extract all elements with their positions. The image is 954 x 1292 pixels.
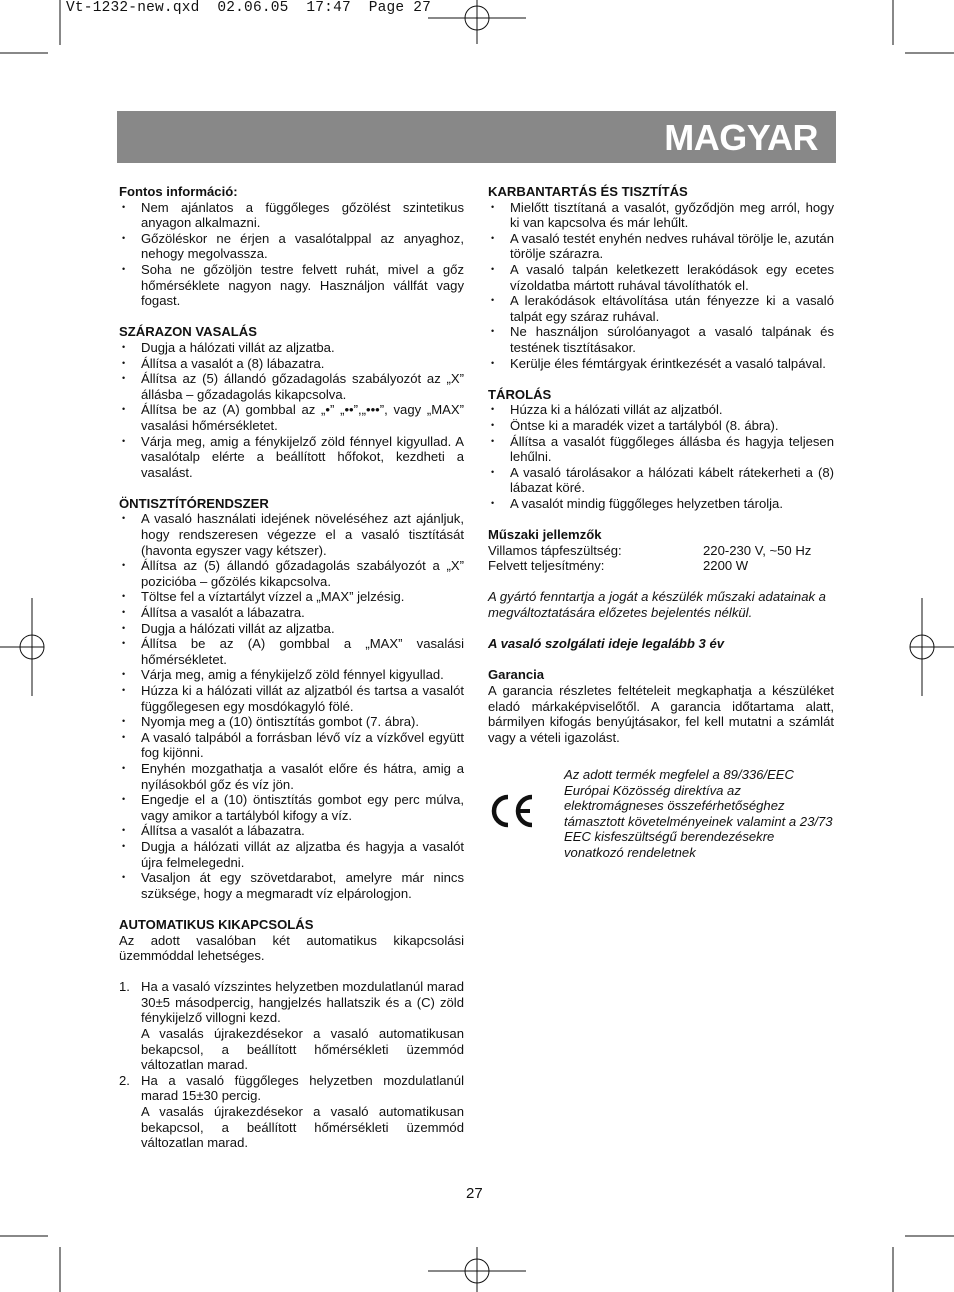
automatikus-item-1-note: A vasalás újrakezdésekor a vasaló automatikusan bekapcsol, a beállított hőmérsékleti üzemmód változatlan marad. — [141, 1026, 464, 1073]
right-column — [488, 184, 834, 861]
item-text: Ha a vasaló vízszintes helyzetben mozdulatlanúl marad 30±5 másodpercig, hangjelzés hallatszik és a (C) zöld fénykijelző villogni kezd. — [141, 979, 464, 1026]
registration-mark-left — [0, 598, 44, 696]
list-item: • Gőzöléskor ne érjen a vasalótalppal az anyaghoz, nehogy megolvassza. — [119, 231, 464, 262]
list-item: • Töltse fel a víztartályt vízzel a „MAX” jelzésig. — [119, 589, 464, 605]
language-banner — [117, 111, 836, 163]
automatikus-item-2-note: A vasalás újrakezdésekor a vasaló automatikusan bekapcsol, a beállított hőmérsékleti üzemmód változatlan marad. — [141, 1104, 464, 1151]
garancia-text: A garancia részletes feltételeit megkaphatja a készüléket eladó márkaképviselőtől. A garancia időtartama alatt, bármilyen kifogás benyújtásakor, fel kell mutatni a számlát vagy a vételi igazolást. — [488, 683, 834, 745]
list-item: • A vasaló talpából a forrásban lévő víz a vízkővel együtt fog kijönni. — [119, 730, 464, 761]
fontos-heading: Fontos információ: — [119, 184, 238, 199]
ce-declaration — [488, 767, 834, 861]
ontisztito-heading: ÖNTISZTÍTÓRENDSZER — [119, 495, 269, 511]
list-item: • Húzza ki a hálózati villát az aljzatból. — [488, 402, 834, 418]
tarolas-heading: TÁROLÁS — [488, 386, 552, 402]
slug-time: 17:47 — [306, 0, 351, 16]
list-item: • Nyomja meg a (10) öntisztítás gombot (7. ábra). — [119, 714, 464, 730]
spec-label: Felvett teljesítmény: — [488, 558, 605, 574]
list-item: • A lerakódások eltávolítása után fényezze ki a vasaló talpát egy száraz ruhával. — [488, 293, 834, 324]
slug-date: 02.06.05 — [217, 0, 289, 16]
karbantartas-list — [488, 200, 834, 372]
registration-mark-top — [428, 0, 526, 44]
item-number: 2. — [119, 1072, 130, 1088]
slug-page: Page 27 — [368, 0, 432, 16]
item-number: 1. — [119, 979, 130, 995]
list-item: • A vasaló használati idejének növeléséhez azt ajánljuk, hogy rendszeresen végezze el a vasaló tisztítását (havonta egyszer vagy kétszer). — [119, 511, 464, 558]
registration-mark-bottom — [428, 1247, 526, 1292]
list-item: • Engedje el a (10) öntisztítás gombot egy perc múlva, vagy amikor a tartályból kifogy a víz. — [119, 792, 464, 823]
language-title: MAGYAR — [664, 117, 818, 158]
spec-row — [488, 543, 834, 559]
list-item: • Dugja a hálózati villát az aljzatba. — [119, 621, 464, 637]
list-item: • Várja meg, amig a fénykijelző zöld fénnyel kigyullad. A vasalótalp elérte a beállított hőfokot, kezdheti a vasalást. — [119, 434, 464, 481]
szarazon-heading: SZÁRAZON VASALÁS — [119, 324, 257, 340]
spec-row — [488, 558, 834, 574]
list-item: • Állítsa a vasalót a (8) lábazatra. — [119, 356, 464, 372]
automatikus-intro: Az adott vasalóban két automatikus kikapcsolási üzemmóddal lehetséges. — [119, 932, 464, 964]
tarolas-list — [488, 402, 834, 511]
list-item: • Állítsa be az (A) gombbal a „MAX” vasalási hőmérsékletet. — [119, 636, 464, 667]
list-item: • Mielőtt tisztítaná a vasalót, győződjön meg arról, hogy ki van kapcsolva és már lehűlt. — [488, 200, 834, 231]
list-item: • Kerülje éles fémtárgyak érintkezését a vasaló talpával. — [488, 356, 834, 372]
list-item: • Várja meg, amig a fénykijelző zöld fénnyel kigyullad. — [119, 667, 464, 683]
list-item: • Dugja a hálózati villát az aljzatba. — [119, 340, 464, 356]
list-item: • A vasalót mindig függőleges helyzetben tárolja. — [488, 496, 834, 512]
page-number: 27 — [466, 1185, 483, 1202]
list-item: • Nem ajánlatos a függőleges gőzölést szintetikus anyagon alkalmazni. — [119, 200, 464, 231]
list-item: • Ne használjon súrolóanyagot a vasaló talpának és testének tisztításakor. — [488, 324, 834, 355]
ontisztito-list — [119, 511, 464, 901]
list-item: • Állítsa a vasalót a lábazatra. — [119, 605, 464, 621]
automatikus-item-1 — [119, 979, 464, 1026]
list-item: • A vasaló testét enyhén nedves ruhával törölje le, azután törölje szárazra. — [488, 231, 834, 262]
list-item: • Soha ne gőzöljön testre felvett ruhát, mivel a gőz hőmérséklete nagyon nagy. Használjon vállfát vagy fogast. — [119, 262, 464, 309]
list-item: • Enyhén mozgathatja a vasalót előre és hátra, amig a nyílásokból gőz és víz jön. — [119, 761, 464, 792]
list-item: • A vasaló talpán keletkezett lerakódások egy ecetes vízoldatba mártott ruhával távolíthatók el. — [488, 262, 834, 293]
list-item: • Vasaljon át egy szövetdarabot, amelyre már nincs szüksége, hogy a megmaradt víz elpárologjon. — [119, 870, 464, 901]
service-life: A vasaló szolgálati ideje legalább 3 év — [488, 636, 725, 652]
automatikus-heading: AUTOMATIKUS KIKAPCSOLÁS — [119, 916, 314, 932]
list-item: • Dugja a hálózati villát az aljzatba és hagyja a vasalót újra felmelegedni. — [119, 839, 464, 870]
muszaki-heading: Műszaki jellemzők — [488, 527, 602, 543]
fontos-list — [119, 200, 464, 309]
list-item: • A vasaló tárolásakor a hálózati kábelt rátekerheti a (8) lábazat köré. — [488, 465, 834, 496]
slug-file: Vt-1232-new.qxd — [66, 0, 200, 16]
list-item: • Állítsa be az (A) gombbal az „•” „••”,„•••”, vagy „MAX” vasalási hőmérsékletet. — [119, 402, 464, 433]
karbantartas-heading: KARBANTARTÁS ÉS TISZTÍTÁS — [488, 184, 688, 199]
left-column — [119, 184, 464, 1151]
list-item: • Öntse ki a maradék vizet a tartályból (8. ábra). — [488, 418, 834, 434]
registration-mark-right — [910, 598, 954, 696]
list-item: • Állítsa a vasalót a lábazatra. — [119, 823, 464, 839]
automatikus-item-2 — [119, 1073, 464, 1104]
spec-label: Villamos tápfeszültség: — [488, 542, 622, 558]
szarazon-list — [119, 340, 464, 480]
list-item: • Húzza ki a hálózati villát az aljzatból és tartsa a vasalót függőlegesen egy mosdókagyló fölé. — [119, 683, 464, 714]
ce-declaration-text: Az adott termék megfelel a 89/336/EEC Európai Közösség direktíva az elektromágneses összeférhetőséghez támasztott követelményeinek valamint a 23/73 EEC kisfeszültségű berendezésekre vonatkozó rendeletnek — [564, 766, 833, 860]
list-item: • Állítsa az (5) állandó gőzadagolás szabályozót az „X” állásba – gőzadagolás kikapcsolva. — [119, 371, 464, 402]
list-item: • Állítsa az (5) állandó gőzadagolás szabályozót a „X” pozicióba – gőzölés kikapcsolva. — [119, 558, 464, 589]
manufacturer-notice: A gyártó fenntartja a jogát a készülék műszaki adatainak a megváltoztatására előzetes bejelentés nélkül. — [488, 589, 826, 621]
spec-value: 220-230 V, ~50 Hz — [703, 542, 812, 558]
garancia-heading: Garancia — [488, 667, 545, 683]
ce-mark-icon — [488, 767, 564, 861]
item-text: Ha a vasaló függőleges helyzetben mozdulatlanúl marad 15±30 percig. — [141, 1072, 464, 1104]
list-item: • Állítsa a vasalót függőleges állásba és hagyja teljesen lehűlni. — [488, 434, 834, 465]
spec-value: 2200 W — [703, 558, 749, 574]
